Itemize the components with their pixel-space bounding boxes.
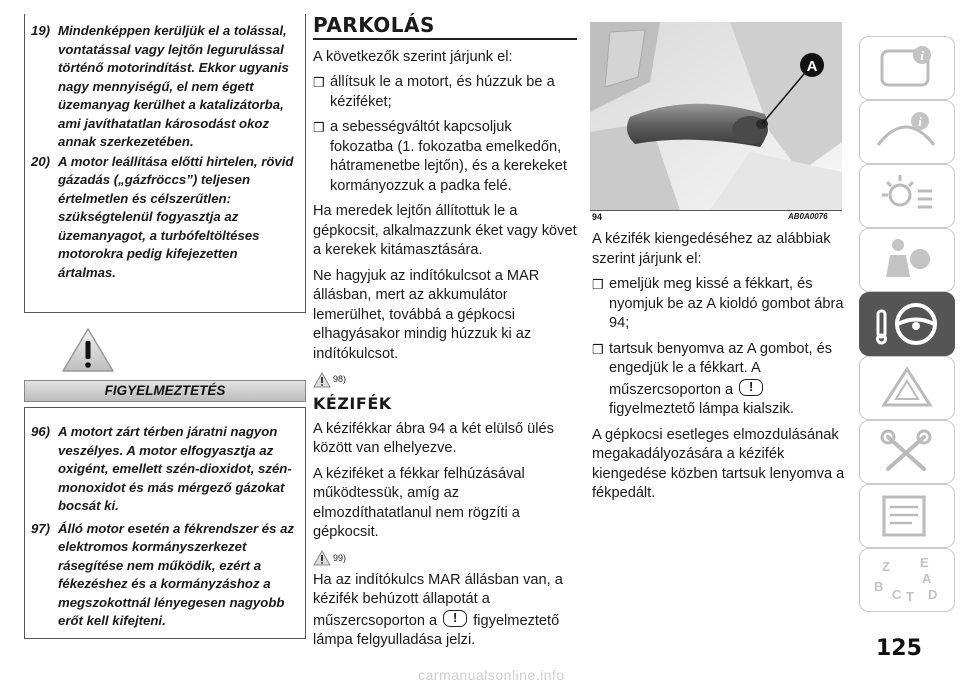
airbag-safety-icon: [860, 229, 954, 291]
parking-paragraph-2: Ne hagyjuk az indítókulcsot a MAR állásban, mert az akkumulátor lemerülhet, továbbá a gépkocsi elhagyásakor mindig húzzuk ki az indítókulcsot.: [313, 267, 540, 362]
index-letter: E: [920, 555, 929, 570]
handbrake-paragraph-3: Ha az indítókulcs MAR állásban van, a kézifék behúzott állapotát a műszercsoporton a ! figyelmeztető lámpa felgyulladása jelzi.: [313, 571, 577, 651]
release-bullet: ❒ emeljük meg kissé a fékkart, és nyomjuk be az A kioldó gombot ábra 94;: [592, 276, 844, 331]
section-title-kezifek: KÉZIFÉK: [313, 394, 392, 413]
warning-triangle-icon: [61, 327, 115, 378]
reference-99: 99): [313, 549, 577, 567]
index-letter: B: [874, 579, 884, 594]
page-number: 125: [876, 636, 922, 661]
tab-dashboard[interactable]: [859, 100, 955, 164]
release-intro: A kézifék kiengedéséhez az alábbiak szerint járjunk el:: [592, 231, 831, 267]
figure-94: [590, 22, 842, 210]
warning-item-96: 96) A motort zárt térben járatni nagyon veszélyes. A motor elfogyasztja az oxigént, emellett szén-dioxidot, szén-monoxidot és más mérgező gázokat bocsát ki.: [31, 424, 292, 513]
index-letter: D: [928, 587, 938, 602]
index-letter: C: [892, 587, 902, 602]
svg-text:i: i: [918, 114, 922, 129]
tab-starting-driving[interactable]: [859, 292, 955, 356]
section-title-parkolas: PARKOLÁS: [313, 13, 435, 37]
warning-title: FIGYELMEZTETÉS: [104, 383, 226, 398]
index-letter: T: [906, 589, 914, 604]
car-info-icon: [860, 37, 954, 99]
index-letter: A: [922, 571, 932, 586]
dashboard-info-icon: [860, 101, 954, 163]
key-steering-icon: [860, 293, 954, 355]
reference-98: 98): [313, 370, 577, 388]
tab-car-info[interactable]: [859, 36, 955, 100]
figure-caption-rule: [590, 210, 842, 211]
warning-triangle-icon: [860, 357, 954, 419]
warning-item-97: 97) Álló motor esetén a fékrendszer és az elektromos kormányszerkezet rásegítése nem működik, ezért a fékezéshez és a kormányzáshoz a megszokottnál lényegesen nagyobb erőt kell kifejteni.: [31, 520, 294, 628]
left-column: [0, 0, 310, 686]
handbrake-illustration: [590, 22, 842, 210]
tab-maintenance[interactable]: [859, 420, 955, 484]
brake-warning-lamp-icon: [739, 379, 763, 396]
release-paragraph: A gépkocsi esetleges elmozdulásának megakadályozására a kézifék kiengedése közben tartsuk lenyomva a fékpedált.: [592, 426, 845, 501]
release-bullet: ❒ tartsuk benyomva az A gombot, és engedjük le a fékkart. A műszercsoporton a ! figyelmeztető lámpa kialszik.: [592, 340, 850, 420]
figure-number: 94: [592, 212, 603, 222]
warning-list: [31, 423, 299, 632]
index-letters-icon: [860, 549, 954, 611]
lights-icon: [860, 165, 954, 227]
parking-bullet: ❒ a sebességváltót kapcsoljuk fokozatba (1. fokozatba emelkedőn, hátramenetbe lejtőn), és a kerekeket kormányozzuk a padka felé.: [313, 119, 567, 194]
parking-paragraph-1: Ha meredek lejtőn állítottuk le a gépkocsit, alkalmazzunk éket vagy követ a kerekek kitámasztására.: [313, 203, 577, 258]
note-item-20: 20) A motor leállítása előtti hirtelen, rövid gázadás („gázfröccs”) teljesen értelmetlen és célszerűtlen: szükségtelenül fogyasztja az üzemanyagot, a turbófeltöltéses motorokra pedig kifejezetten ártalmas.: [31, 153, 294, 280]
middle-column: [313, 13, 577, 657]
note-list-1: [31, 22, 299, 283]
tab-safety[interactable]: [859, 228, 955, 292]
tab-emergency[interactable]: [859, 356, 955, 420]
title-rule: [313, 38, 577, 40]
handbrake-paragraph-1: A kézifékkar ábra 94 a két elülső ülés között van elhelyezve.: [313, 420, 554, 456]
right-column: [592, 230, 850, 510]
figure-code: AB0A0076: [788, 212, 828, 221]
parking-intro: A következők szerint járjunk el:: [313, 48, 513, 65]
index-letter: Z: [882, 559, 890, 574]
svg-text:i: i: [920, 48, 924, 63]
tab-index[interactable]: [859, 548, 955, 612]
warning-triangle-icon: [313, 372, 331, 388]
technical-data-icon: [860, 485, 954, 547]
handbrake-paragraph-2: A kéziféket a fékkar felhúzásával működtessük, amíg az elmozdíthatatlanul nem rögzíti a gépkocsit.: [313, 465, 525, 540]
parking-bullet: ❒ állítsuk le a motort, és húzzuk be a kéziféket;: [313, 74, 555, 110]
watermark-text: carmanualsonline.info: [418, 667, 565, 683]
figure-callout-a: A: [806, 58, 818, 75]
brake-warning-lamp-icon: [443, 610, 467, 627]
warning-header: [24, 380, 306, 402]
maintenance-tools-icon: [860, 421, 954, 483]
note-item-19: 19) Mindenképpen kerüljük el a tolással, vontatással vagy lejtőn legurulással történő motorindítást. Ekkor ugyanis nagy mennyiségű, el nem égett üzemanyag kerülhet a katalizátorba, ami javíthatatlan károsodást okoz annak szerkezetében.: [31, 23, 289, 149]
tab-lights[interactable]: [859, 164, 955, 228]
warning-triangle-icon: [313, 550, 331, 566]
tab-technical-data[interactable]: [859, 484, 955, 548]
